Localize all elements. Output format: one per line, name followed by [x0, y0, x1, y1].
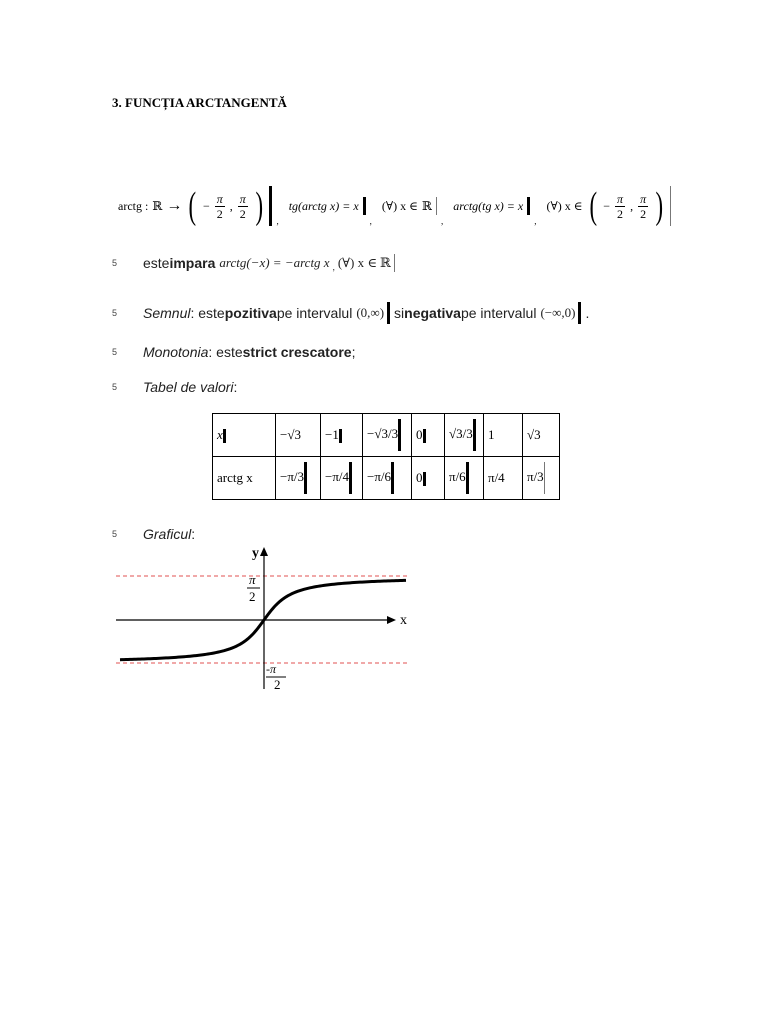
x-cell: 0 [412, 414, 445, 457]
interval-positive: (0,∞) [356, 302, 390, 324]
separator: , [229, 198, 233, 213]
fraction-pi-2: $\frac{\pi}{2}$ [239, 191, 246, 221]
y-axis-arrow-icon [260, 547, 268, 556]
monotony-bold: strict crescatore [242, 344, 352, 360]
top-label-den: 2 [249, 589, 256, 604]
sign-positive: pozitiva [224, 305, 277, 321]
odd-bold: impara [169, 255, 216, 271]
close-paren: ) [255, 185, 263, 227]
x-cell: −√3/3 [363, 414, 412, 457]
comma: , [534, 216, 537, 226]
odd-formula: arctg(−x) = −arctg x , (∀) x ∈ ℝ [219, 254, 394, 272]
bottom-label-den: 2 [274, 677, 281, 692]
y-cell: −π/3 [276, 457, 321, 500]
row-header-x: x [213, 414, 276, 457]
fraction-neg-pi-2: $\frac{\pi}{2}$ [216, 191, 223, 221]
comma: , [441, 216, 444, 226]
odd-prefix: este [143, 255, 170, 271]
x-axis-arrow-icon [387, 616, 396, 624]
real-set-symbol: ℝ [422, 198, 433, 213]
x-cell: −√3 [276, 414, 321, 457]
y-axis-label: y [252, 546, 259, 561]
comma: , [276, 216, 279, 226]
table-row [213, 457, 560, 500]
row-header-arctg: arctg x [213, 457, 276, 500]
monotony-text: : este [208, 344, 243, 360]
graph-label-end: : [191, 526, 196, 542]
identity-tg-arctg: tg(arctg x) = x [288, 198, 359, 213]
graph-label: Graficul [143, 526, 192, 542]
forall-clause: (∀) x ∈ [381, 198, 419, 213]
arctan-graph [116, 543, 416, 693]
fraction-pi-2b: $\frac{\pi}{2}$ [640, 191, 647, 221]
monotony-end: ; [351, 344, 356, 360]
section-title: 3. FUNCȚIA ARCTANGENTĂ [112, 95, 287, 110]
y-cell: −π/6 [363, 457, 412, 500]
real-set-symbol: ℝ [152, 198, 163, 213]
values-table [212, 413, 560, 500]
bullet-marker: 5 [112, 308, 118, 318]
minus-sign: − [202, 198, 210, 213]
bullet-marker: 5 [112, 529, 118, 539]
separator-2: , [630, 198, 634, 213]
sign-text: : este [190, 305, 225, 321]
bullet-monotony [112, 344, 355, 360]
top-label-num: π [249, 572, 256, 587]
bullet-graph [112, 526, 195, 542]
table-label: Tabel de valori [143, 379, 234, 395]
editor-cursor-mark [436, 197, 437, 215]
bullet-table [112, 379, 237, 395]
x-cell: √3/3 [445, 414, 484, 457]
y-cell: π/3 [523, 457, 560, 500]
open-paren: ( [188, 185, 197, 227]
fn-name: arctg : [118, 198, 149, 213]
y-cell: −π/4 [321, 457, 363, 500]
sign-text: pe intervalul [460, 305, 537, 321]
table-row [213, 414, 560, 457]
bullet-odd [112, 254, 399, 272]
bullet-marker: 5 [112, 258, 118, 268]
sign-negative: negativa [404, 305, 461, 321]
x-cell: √3 [523, 414, 560, 457]
identity-arctg-tg: arctg(tg x) = x [453, 198, 524, 213]
sign-label: Semnul [143, 305, 191, 321]
interval-negative: (−∞,0) [540, 302, 581, 324]
monotony-label: Monotonia [143, 344, 209, 360]
arrow-icon: → [166, 197, 183, 214]
bullet-marker: 5 [112, 347, 118, 357]
editor-cursor-mark [527, 197, 530, 215]
sign-end: . [585, 305, 590, 321]
comma: , [369, 216, 372, 226]
x-axis-label: x [400, 613, 407, 628]
x-cell: 1 [484, 414, 523, 457]
close-paren-2: ) [655, 185, 664, 227]
minus-sign-2: − [603, 198, 611, 213]
fraction-neg-pi-2b: $\frac{\pi}{2}$ [617, 191, 624, 221]
table-label-end: : [233, 379, 238, 395]
forall-clause-2: (∀) x ∈ [546, 198, 583, 213]
open-paren-2: ( [589, 185, 597, 227]
editor-cursor-mark [363, 197, 366, 215]
y-cell: 0 [412, 457, 445, 500]
editor-cursor-mark [670, 186, 671, 226]
bottom-label-num: -π [266, 662, 277, 676]
y-cell: π/4 [484, 457, 523, 500]
sign-text: si [394, 305, 405, 321]
definition-line [118, 178, 671, 234]
sign-text: pe intervalul [276, 305, 353, 321]
bullet-marker: 5 [112, 382, 118, 392]
editor-cursor-mark [269, 186, 272, 226]
y-cell: π/6 [445, 457, 484, 500]
bullet-sign [112, 302, 589, 324]
x-cell: −1 [321, 414, 363, 457]
